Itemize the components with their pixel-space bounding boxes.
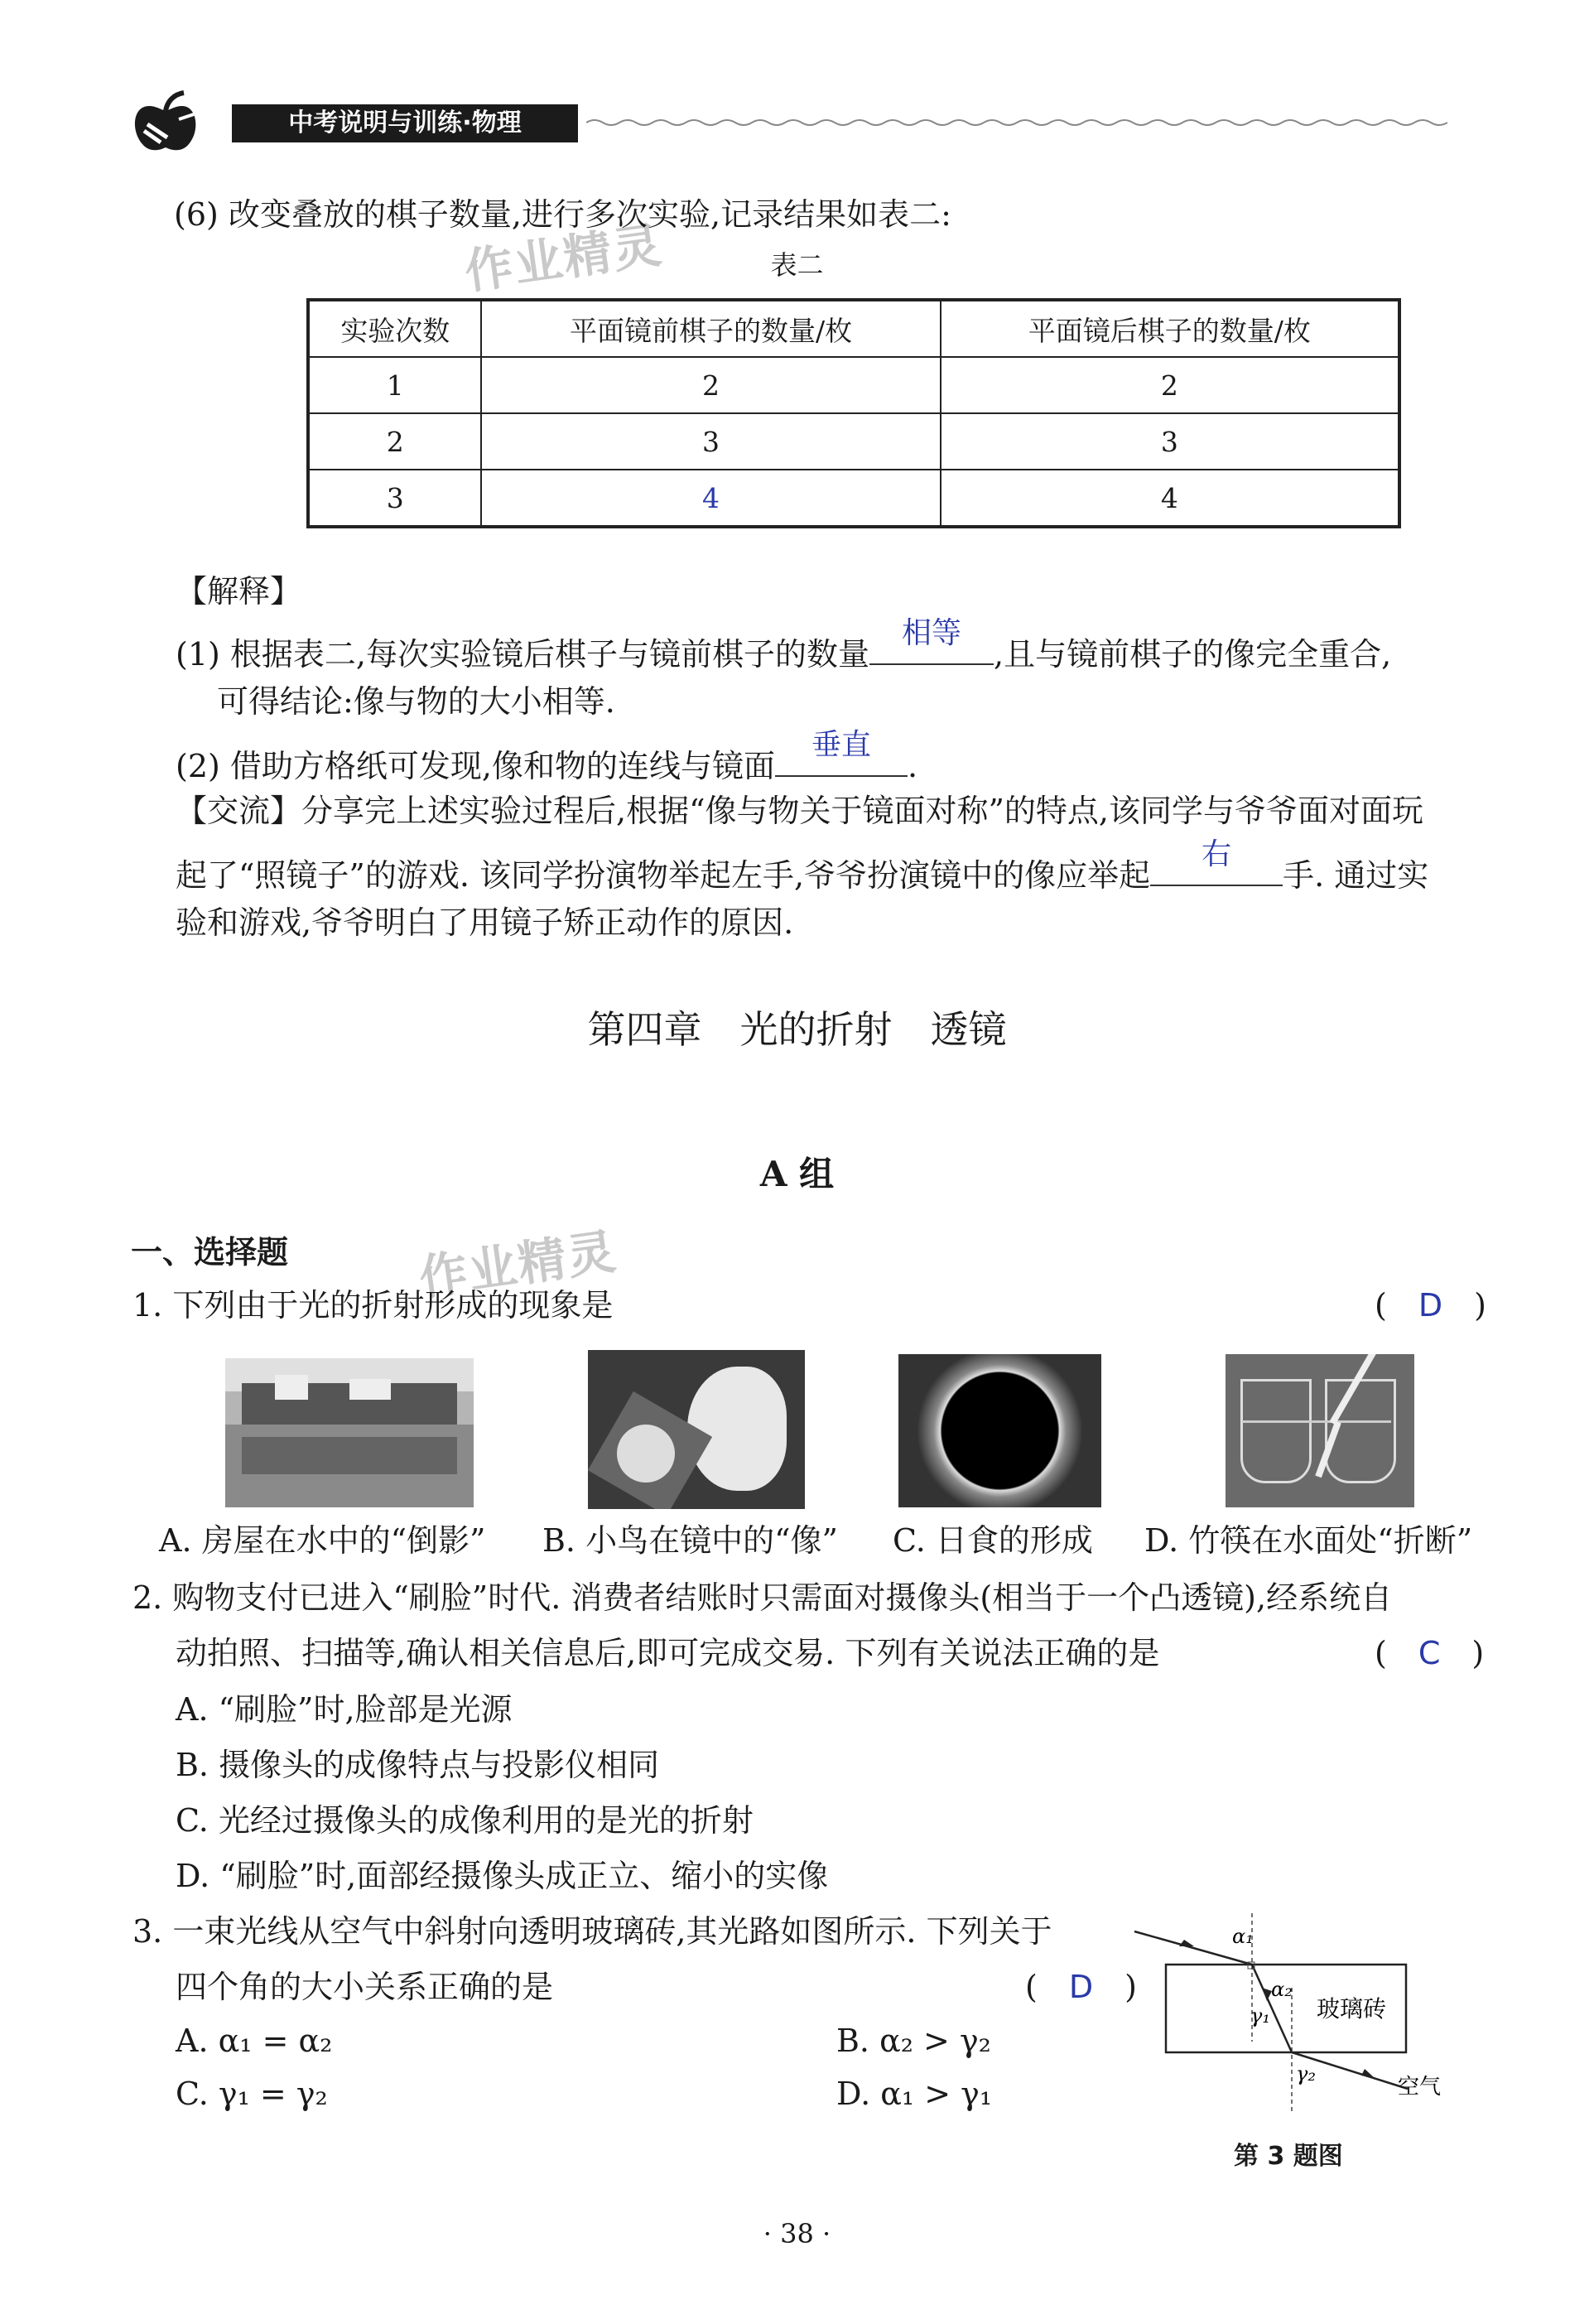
explain-q1-line2: 可得结论:像与物的大小相等. bbox=[217, 683, 615, 720]
arrow-icon bbox=[1361, 2069, 1375, 2078]
table-cell: 3 bbox=[941, 413, 1399, 470]
q2-answer-bracket: ( C ) bbox=[1375, 1635, 1485, 1671]
table-row bbox=[308, 470, 1399, 527]
q2-line2: 动拍照、扫描等,确认相关信息后,即可完成交易. 下列有关说法正确的是 bbox=[176, 1635, 1160, 1671]
group-title: A 组 bbox=[759, 1154, 835, 1194]
watermark: 作业精灵 bbox=[461, 216, 667, 301]
header-wave-rule bbox=[586, 116, 1447, 129]
table-caption: 表二 bbox=[770, 249, 824, 281]
q1-stem: 1. 下列由于光的折射形成的现象是 bbox=[132, 1287, 614, 1324]
watermark: 作业精灵 bbox=[416, 1222, 621, 1307]
handwritten-answer: C bbox=[1418, 1635, 1441, 1671]
table-cell: 3 bbox=[308, 470, 481, 527]
table-header-cell: 平面镜前棋子的数量/枚 bbox=[481, 300, 940, 357]
explain-q2-prefix: (2) 借助方格纸可发现,像和物的连线与镜面 bbox=[176, 748, 775, 784]
angle-label: α₁ bbox=[1232, 1925, 1254, 1948]
q1-option-d: D. 竹筷在水面处“折断” bbox=[1144, 1522, 1473, 1559]
q3-line2: 四个角的大小关系正确的是 bbox=[176, 1969, 554, 2005]
q3-option-d: D. α₁ > γ₁ bbox=[836, 2076, 993, 2112]
angle-label: γ₂ bbox=[1296, 2062, 1316, 2085]
solar-eclipse-photo bbox=[898, 1354, 1101, 1507]
section-title: 一、选择题 bbox=[131, 1234, 289, 1270]
q1-option-c: C. 日食的形成 bbox=[893, 1522, 1093, 1559]
table-cell: 4 bbox=[481, 470, 940, 527]
q3-line1: 3. 一束光线从空气中斜射向透明玻璃砖,其光路如图所示. 下列关于 bbox=[132, 1913, 1052, 1950]
table-cell: 1 bbox=[308, 357, 481, 413]
table-cell: 2 bbox=[941, 357, 1399, 413]
page-number: · 38 · bbox=[763, 2218, 831, 2249]
q2-line1: 2. 购物支付已进入“刷脸”时代. 消费者结账时只需面对摄像头(相当于一个凸透镜),经系统自 bbox=[132, 1579, 1393, 1616]
table-header-cell: 平面镜后棋子的数量/枚 bbox=[941, 300, 1399, 357]
table-header-row bbox=[308, 300, 1399, 357]
explain-heading: 【解释】 bbox=[176, 573, 302, 610]
explain-q1-line1 bbox=[176, 616, 1392, 674]
q2-option-d: D. “刷脸”时,面部经摄像头成正立、缩小的实像 bbox=[176, 1858, 829, 1894]
chapter-title: 第四章 光的折射 透镜 bbox=[587, 1007, 1007, 1052]
q2-option-b: B. 摄像头的成像特点与投影仪相同 bbox=[176, 1747, 660, 1783]
answer-blank bbox=[1150, 837, 1283, 886]
answer-blank bbox=[869, 616, 994, 665]
table-header-cell: 实验次数 bbox=[308, 300, 481, 357]
exchange-line3: 验和游戏,爷爷明白了用镜子矫正动作的原因. bbox=[176, 904, 794, 941]
book-logo-icon bbox=[124, 81, 215, 156]
q3-option-b: B. α₂ > γ₂ bbox=[836, 2023, 991, 2059]
q2-option-a: A. “刷脸”时,脸部是光源 bbox=[176, 1691, 513, 1728]
exchange-line2 bbox=[176, 837, 1429, 895]
handwritten-answer: 相等 bbox=[901, 616, 961, 650]
explain-q1-prefix: (1) 根据表二,每次实验镜后棋子与镜前棋子的数量 bbox=[176, 636, 869, 673]
arrow-icon bbox=[1179, 1940, 1194, 1946]
handwritten-answer: D bbox=[1418, 1287, 1443, 1324]
explain-q2 bbox=[176, 728, 918, 786]
handwritten-answer: 右 bbox=[1202, 837, 1232, 871]
angle-label: α₂ bbox=[1271, 1978, 1293, 2001]
table-row bbox=[308, 357, 1399, 413]
chopstick-water-photo bbox=[1226, 1354, 1414, 1507]
answer-blank bbox=[775, 728, 908, 777]
q1-option-a: A. 房屋在水中的“倒影” bbox=[159, 1522, 486, 1559]
table-cell: 2 bbox=[481, 357, 940, 413]
q2-option-c: C. 光经过摄像头的成像利用的是光的折射 bbox=[176, 1802, 754, 1839]
exchange-line1: 【交流】分享完上述实验过程后,根据“像与物关于镜面对称”的特点,该同学与爷爷面对面玩 bbox=[176, 793, 1424, 829]
table-cell: 3 bbox=[481, 413, 940, 470]
table-cell: 2 bbox=[308, 413, 481, 470]
handwritten-answer: D bbox=[1068, 1969, 1094, 2005]
air-label: 空气 bbox=[1398, 2075, 1442, 2100]
q3-option-a: A. α₁ = α₂ bbox=[176, 2023, 333, 2059]
results-table bbox=[306, 298, 1401, 528]
bird-mirror-photo bbox=[588, 1350, 805, 1509]
explain-q1-suffix: ,且与镜前棋子的像完全重合, bbox=[994, 636, 1392, 673]
figure-caption: 第 3 题图 bbox=[1234, 2142, 1343, 2171]
glass-label: 玻璃砖 bbox=[1317, 1995, 1387, 2023]
q1-option-b: B. 小鸟在镜中的“像” bbox=[542, 1522, 838, 1559]
refraction-diagram bbox=[1126, 1897, 1474, 2129]
step6-text: (6) 改变叠放的棋子数量,进行多次实验,记录结果如表二: bbox=[174, 196, 951, 233]
handwritten-answer: 垂直 bbox=[811, 728, 871, 762]
q3-answer-bracket: ( D ) bbox=[1025, 1969, 1137, 2005]
angle-label: γ₁ bbox=[1250, 2004, 1270, 2027]
exchange-line2-prefix: 起了“照镜子”的游戏. 该同学扮演物举起左手,爷爷扮演镜中的像应举起 bbox=[176, 857, 1151, 894]
exchange-line2-suffix: 手. 通过实 bbox=[1283, 857, 1429, 894]
q3-option-c: C. γ₁ = γ₂ bbox=[176, 2076, 328, 2112]
explain-q2-suffix: . bbox=[908, 748, 918, 784]
series-title-band: 中考说明与训练·物理 bbox=[232, 104, 578, 142]
table-cell: 4 bbox=[941, 470, 1399, 527]
q1-answer-bracket: ( D ) bbox=[1375, 1287, 1486, 1324]
house-reflection-photo bbox=[225, 1358, 474, 1507]
table-row bbox=[308, 413, 1399, 470]
